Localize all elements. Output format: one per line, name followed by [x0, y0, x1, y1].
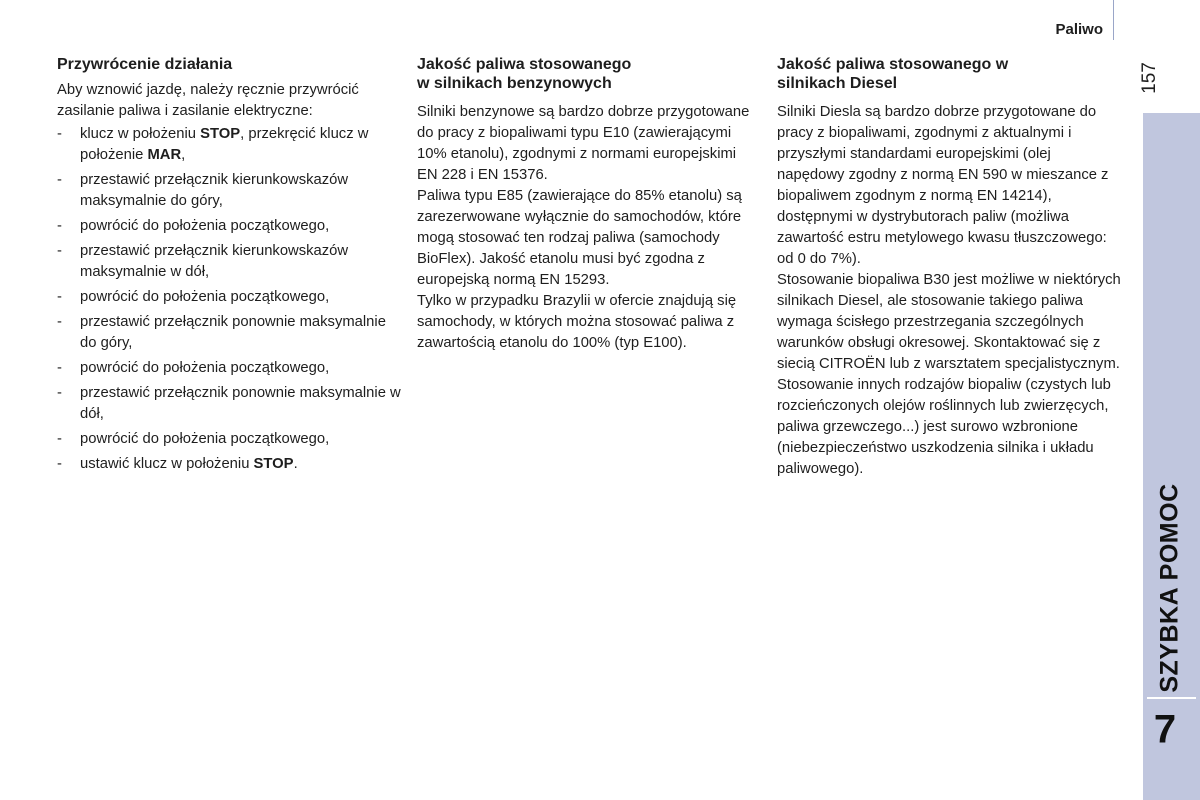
list-item: - przestawić przełącznik kierunkowskazów maksymalnie w dół, — [57, 241, 402, 283]
diesel-paragraph-2: Stosowanie biopaliwa B30 jest możliwe w niektórych silnikach Diesel, ale stosowanie takiego paliwa wymaga ścisłego przestrzegania szczególnych warunków obsługi okresowej. Skontaktować się z siecią CITROËN lub z warsztatem specjalistycznym. — [777, 272, 1121, 372]
petrol-paragraph-3: Tylko w przypadku Brazylii w ofercie znajdują się samochody, w których można stosować paliwa z zawartością etanolu do 100% (typ E100). — [417, 293, 737, 351]
section-title: Paliwo — [1055, 21, 1103, 38]
list-item: - przestawić przełącznik ponownie maksymalnie w dół, — [57, 383, 402, 425]
list-item: - klucz w położeniu STOP, przekręcić klucz w położenie MAR, — [57, 124, 402, 166]
header-divider — [1113, 0, 1114, 40]
restart-heading: Przywrócenie działania — [57, 56, 233, 73]
restart-steps-list — [57, 124, 402, 475]
petrol-heading: Jakość paliwa stosowanego w silnikach benzynowych — [417, 56, 632, 92]
diesel-paragraph-3: Stosowanie innych rodzajów biopaliw (czystych lub rozcieńczonych olejów roślinnych lub zwierzęcych, paliwa grzewczego...) jest surowo wzbronione (niebezpieczeństwo uszkodzenia silnika i układu paliwowego). — [777, 377, 1111, 477]
column-petrol-fuel-quality — [417, 55, 757, 354]
list-item: - powrócić do położenia początkowego, — [57, 216, 402, 237]
list-item: - przestawić przełącznik ponownie maksymalnie do góry, — [57, 312, 402, 354]
list-item: - przestawić przełącznik kierunkowskazów maksymalnie do góry, — [57, 170, 402, 212]
column-diesel-fuel-quality — [777, 55, 1122, 480]
diesel-paragraph-1: Silniki Diesla są bardzo dobrze przygotowane do pracy z biopaliwami, zgodnymi z aktualnymi i przyszłymi standardami europejskimi (olej napędowy zgodny z normą EN 590 w mieszance z biopaliwem zgodnym z normą EN 14214), dostępnymi w dystrybutorach paliw (możliwa zawartość estru metylowego kwasu tłuszczowego: od 0 do 7%). — [777, 104, 1109, 267]
diesel-heading: Jakość paliwa stosowanego w silnikach Diesel — [777, 56, 1009, 92]
chapter-tab-label: SZYBKA POMOC — [1155, 483, 1184, 693]
page-number: 157 — [1139, 62, 1160, 94]
chapter-number: 7 — [1153, 707, 1177, 752]
petrol-paragraph-1: Silniki benzynowe są bardzo dobrze przygotowane do pracy z biopaliwami typu E10 (zawierającymi 10% etanolu), zgodnymi z normami europejskimi EN 228 i EN 15376. — [417, 104, 750, 183]
list-item: - powrócić do położenia początkowego, — [57, 358, 402, 379]
list-item: - ustawić klucz w położeniu STOP. — [57, 454, 402, 475]
list-item: - powrócić do położenia początkowego, — [57, 287, 402, 308]
petrol-paragraph-2: Paliwa typu E85 (zawierające do 85% etanolu) są zarezerwowane wyłącznie do samochodów, które mogą stosować ten rodzaj paliwa (samochody BioFlex). Jakość etanolu musi być zgodna z europejską normą EN 15293. — [417, 188, 742, 288]
restart-intro: Aby wznowić jazdę, należy ręcznie przywrócić zasilanie paliwa i zasilanie elektryczne: — [57, 82, 359, 119]
chapter-tab-divider — [1147, 697, 1196, 699]
column-restart-procedure — [57, 55, 402, 479]
list-item: - powrócić do położenia początkowego, — [57, 429, 402, 450]
